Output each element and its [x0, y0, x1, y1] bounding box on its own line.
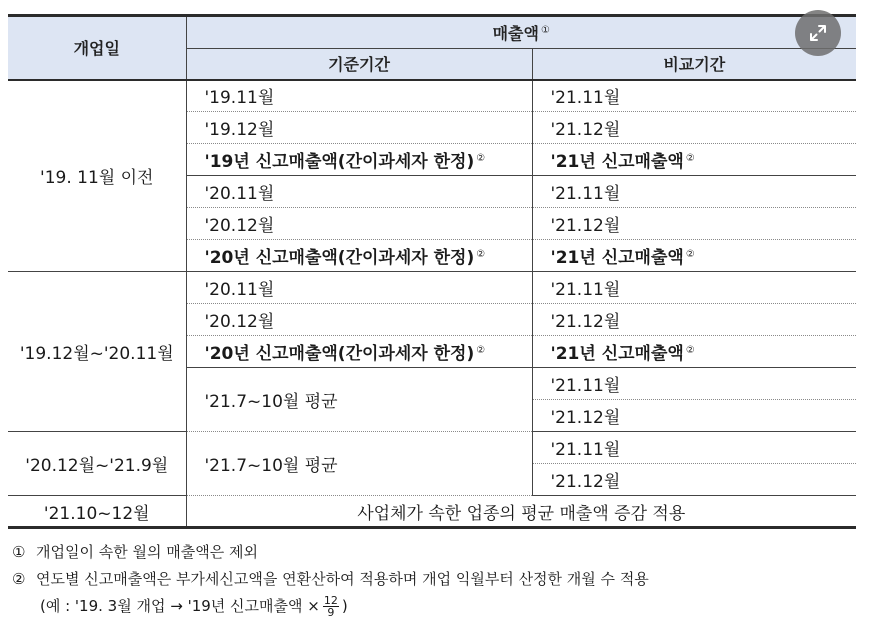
header-sales-label: 매출액 [492, 24, 539, 43]
footnote-2-example [12, 593, 856, 620]
footnote-1-text: 개업일이 속한 월의 매출액은 제외 [36, 543, 258, 561]
footnote-2 [12, 566, 856, 593]
compare-cell [532, 144, 856, 176]
footnotes [8, 539, 856, 620]
compare-cell: '21.11월 [532, 176, 856, 208]
table-row [8, 272, 856, 304]
table-header-row [8, 16, 856, 49]
footnote-mark: ② [476, 249, 486, 260]
fraction-denominator: 9 [327, 606, 335, 619]
compare-cell-text: '21년 신고매출액 [550, 152, 684, 172]
footnote-1-mark: ① [12, 543, 26, 561]
table-row [8, 432, 856, 464]
base-cell: '20.12월 [186, 208, 532, 240]
header-open-date: 개업일 [8, 16, 186, 80]
fraction-numerator: 12 [323, 594, 338, 607]
footnote-mark: ② [685, 345, 695, 356]
compare-cell: '21.11월 [532, 432, 856, 464]
expand-diagonal-arrows-icon [808, 23, 828, 43]
base-cell [186, 240, 532, 272]
expand-button[interactable] [795, 10, 841, 56]
base-cell [186, 144, 532, 176]
fraction [323, 595, 339, 618]
base-cell-text: '20년 신고매출액(간이과세자 한정) [204, 248, 475, 268]
compare-cell: '21.12월 [532, 400, 856, 432]
footnote-2-text: 연도별 신고매출액은 부가세신고액을 연환산하여 적용하며 개업 익월부터 산정한 개월 수 적용 [36, 570, 649, 588]
base-cell-text: '20년 신고매출액(간이과세자 한정) [204, 344, 475, 364]
footnote-2-mark: ② [12, 570, 26, 588]
base-cell: '19.11월 [186, 80, 532, 112]
base-cell: '19.12월 [186, 112, 532, 144]
header-sales-footnote-mark: ① [540, 25, 550, 36]
sales-period-table [8, 14, 856, 529]
compare-cell: '21.12월 [532, 112, 856, 144]
compare-cell-text: '21년 신고매출액 [550, 344, 684, 364]
base-cell: '21.7~10월 평균 [186, 432, 532, 496]
compare-cell: '21.12월 [532, 304, 856, 336]
compare-cell: '21.11월 [532, 272, 856, 304]
base-cell-text: '19년 신고매출액(간이과세자 한정) [204, 152, 475, 172]
compare-cell: '21.11월 [532, 80, 856, 112]
compare-cell: '21.12월 [532, 208, 856, 240]
header-sales [186, 16, 856, 49]
table-row [8, 496, 856, 528]
compare-cell: '21.12월 [532, 464, 856, 496]
footnote-mark: ② [685, 249, 695, 260]
footnote-mark: ② [476, 345, 486, 356]
document [8, 14, 856, 620]
group-period-label: '21.10~12월 [8, 496, 186, 528]
group-period-label: '20.12월~'21.9월 [8, 432, 186, 496]
compare-cell [532, 240, 856, 272]
example-suffix: ) [341, 597, 348, 615]
group-period-label: '19.12월~'20.11월 [8, 272, 186, 432]
group-period-label: '19. 11월 이전 [8, 80, 186, 272]
footnote-1 [12, 539, 856, 566]
base-cell: '20.11월 [186, 272, 532, 304]
compare-cell-text: '21년 신고매출액 [550, 248, 684, 268]
compare-cell [532, 336, 856, 368]
footnote-mark: ② [685, 153, 695, 164]
merged-cell: 사업체가 속한 업종의 평균 매출액 증감 적용 [186, 496, 856, 528]
base-cell [186, 336, 532, 368]
base-cell: '20.12월 [186, 304, 532, 336]
header-base-period: 기준기간 [186, 49, 532, 80]
footnote-mark: ② [476, 153, 486, 164]
example-prefix: (예 : '19. 3월 개업 → '19년 신고매출액 × [40, 597, 320, 615]
base-cell: '21.7~10월 평균 [186, 368, 532, 432]
compare-cell: '21.11월 [532, 368, 856, 400]
table-row [8, 80, 856, 112]
base-cell: '20.11월 [186, 176, 532, 208]
header-compare-period: 비교기간 [532, 49, 856, 80]
